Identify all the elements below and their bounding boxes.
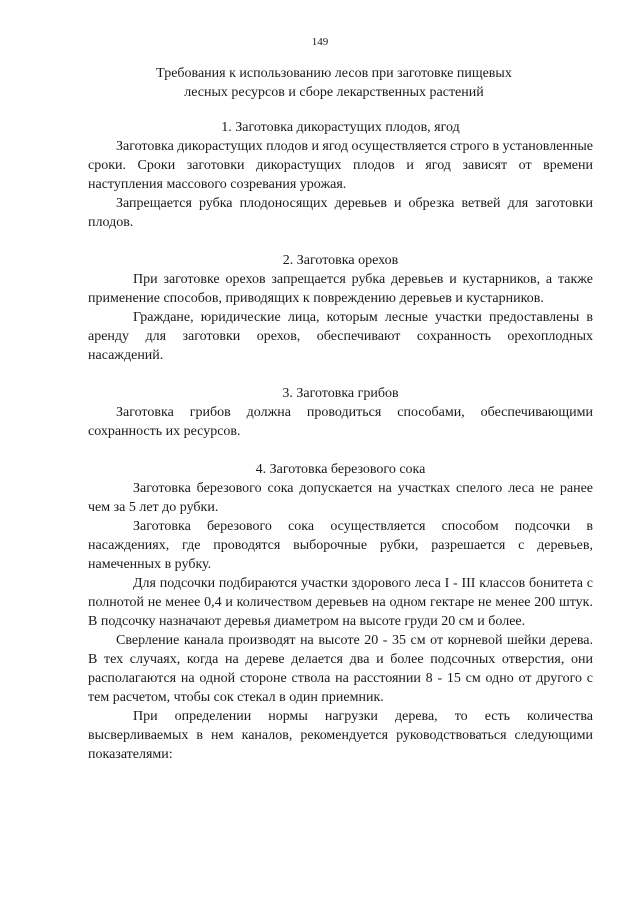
document-title	[88, 64, 580, 102]
paragraph: Запрещается рубка плодоносящих деревьев и обрезка ветвей для заготовки плодов.	[88, 196, 593, 230]
paragraph: Заготовка березового сока допускается на участках спелого леса не ранее чем за 5 лет до рубки.	[88, 481, 593, 515]
paragraph: Заготовка березового сока осуществляется способом подсочки в насаждениях, где проводятся выборочные рубки, разрешается с деревьев, намеченных в рубку.	[88, 519, 593, 572]
paragraph: При заготовке орехов запрещается рубка деревьев и кустарников, а также применение способов, приводящих к повреждению деревьев и кустарников.	[88, 272, 593, 306]
section-heading: 4. Заготовка березового сока	[255, 462, 426, 477]
paragraph: Заготовка дикорастущих плодов и ягод осуществляется строго в установленные сроки. Сроки заготовки дикорастущих плодов и ягод зависят от времени наступления массового созревания урожая.	[88, 139, 593, 192]
title-line: Требования к использованию лесов при заготовке пищевых	[156, 66, 512, 81]
paragraph: Сверление канала производят на высоте 20 - 35 см от корневой шейки дерева. В тех случаях, когда на дереве делается два и более подсочных отверстия, они располагаются на одной стороне ствола на расстоянии 8 - 15 см одно от другого с тем расчетом, чтобы сок стекал в один приемник.	[88, 633, 593, 705]
paragraph: Заготовка грибов должна проводиться способами, обеспечивающими сохранность их ресурсов.	[88, 405, 593, 439]
paragraph: Для подсочки подбираются участки здорового леса I - III классов бонитета с полнотой не менее 0,4 и количеством деревьев на одном гектаре не менее 200 штук. В подсочку назначают деревья диаметром на высоте груди 20 см и более.	[88, 576, 593, 629]
section-heading: 2. Заготовка орехов	[282, 253, 399, 268]
section-heading: 3. Заготовка грибов	[282, 386, 399, 401]
title-line: лесных ресурсов и сборе лекарственных растений	[184, 85, 484, 100]
section-mushrooms	[88, 384, 593, 441]
document-body	[88, 118, 593, 764]
page-number: 149	[311, 36, 329, 48]
section-fruits-berries	[88, 118, 593, 232]
paragraph: При определении нормы нагрузки дерева, то есть количества высверливаемых в нем каналов, рекомендуется руководствоваться следующими показателями:	[88, 709, 593, 762]
section-birch-sap	[88, 460, 593, 764]
section-heading: 1. Заготовка дикорастущих плодов, ягод	[221, 120, 460, 135]
section-nuts	[88, 251, 593, 365]
paragraph: Граждане, юридические лица, которым лесные участки предоставлены в аренду для заготовки орехов, обеспечивают сохранность орехоплодных насаждений.	[88, 310, 593, 363]
